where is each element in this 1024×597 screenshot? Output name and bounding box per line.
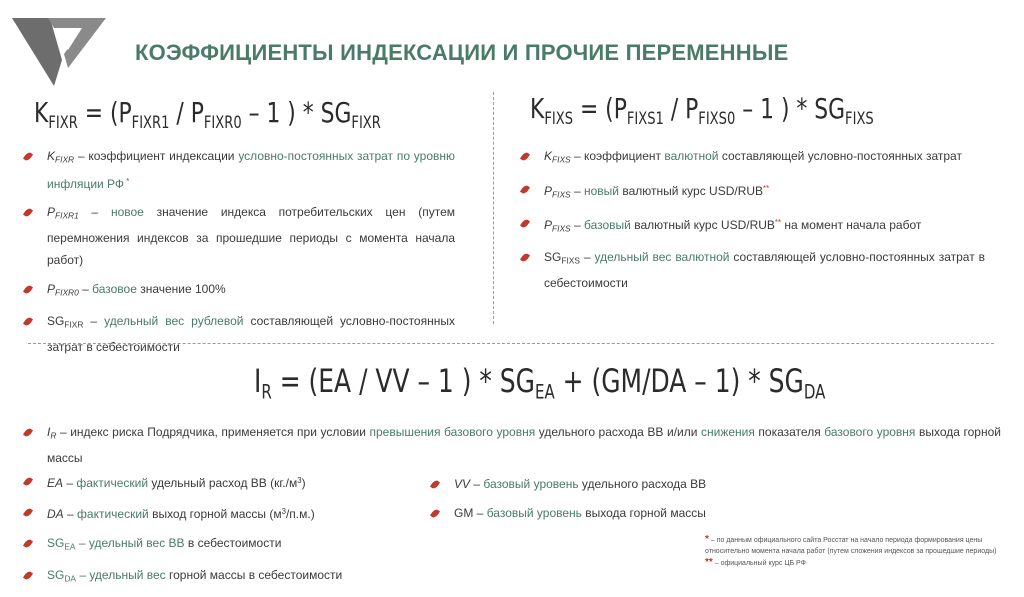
list-item: EA – фактический удельный расход ВВ $(кг./м^3)$ [33, 470, 393, 494]
footnote-cpi: * – по данным официального сайта Росстат на начало периода формирования цены относительно момента начала работ (путем сложения индексов за прошедшие периоды) [705, 534, 997, 555]
ir-variables-left [33, 470, 393, 597]
vertical-divider [493, 92, 494, 324]
formula-kfixs: $K_{FIXS} = (P_{FIXS1} / P_{FIXS0} - 1$ ) * $SG_{FIXS}$ [530, 92, 874, 128]
footnote-rate: ** – официальный курс ЦБ РФ [705, 557, 806, 568]
list-item: $SG_{FIXS}$ – удельный вес валютной составляющей условно-постоянных затрат в себестоимости [530, 246, 985, 294]
list-item: $P_{FIXR1}$ – новое значение индекса потребительских цен (путем перемножения индексов за прошедшие периоды с момента начала работ) [33, 201, 455, 271]
formula-ir: $I_R = (EA$ / VV – 1 ) * $SG_{EA} + (GM/DA - 1) * SG_{DA}$ [254, 362, 826, 404]
list-item: $K_{FIXR}$ – коэффициент индексации условно-постоянных затрат по уровню инфляции РФ * [33, 145, 455, 194]
list-item: $P_{FIXS}$ – новый валютный курс USD/RUB** [530, 178, 985, 205]
list-item: $K_{FIXS}$ – коэффициент валютной составляющей условно-постоянных затрат [530, 145, 985, 171]
kfixs-definitions [530, 145, 985, 301]
kfixr-definitions [33, 145, 455, 365]
list-item: $P_{FIXR0}$ – базовое значение 100% [33, 278, 455, 304]
formula-kfixr: $K_{FIXR} = (P_{FIXR1} / P_{FIXR0} - 1$ ) * $SG_{FIXR}$ [34, 96, 381, 132]
list-item: VV – базовый уровень удельного расхода ВВ [440, 473, 740, 495]
list-item: $SG_{EA}$ – удельный вес ВВ в себестоимости [33, 532, 393, 558]
horizontal-divider [28, 343, 994, 344]
list-item: $SG_{FIXR}$ – удельный вес рублевой составляющей условно-постоянных затрат в себестоимости [33, 310, 455, 358]
ir-definition [33, 421, 1001, 476]
page-title: КОЭФФИЦИЕНТЫ ИНДЕКСАЦИИ И ПРОЧИЕ ПЕРЕМЕННЫЕ [135, 40, 789, 65]
list-item: $I_R$ – индекс риска Подрядчика, применяется при условии превышения базового уровня удельного расхода ВВ и/или снижения показателя базового уровня выхода горной массы [33, 421, 1001, 469]
ir-variables-right [440, 473, 740, 531]
list-item: DA – фактический выход горной массы $(м^3/п.м.)$ [33, 501, 393, 525]
list-item: GM – базовый уровень выхода горной массы [440, 502, 740, 524]
list-item: $P_{FIXS}$ – базовый валютный курс USD/RUB** на момент начала работ [530, 212, 985, 239]
list-item: $SG_{DA}$ – удельный вес горной массы в себестоимости [33, 564, 393, 590]
company-logo [10, 14, 108, 90]
footnotes [705, 534, 1024, 569]
